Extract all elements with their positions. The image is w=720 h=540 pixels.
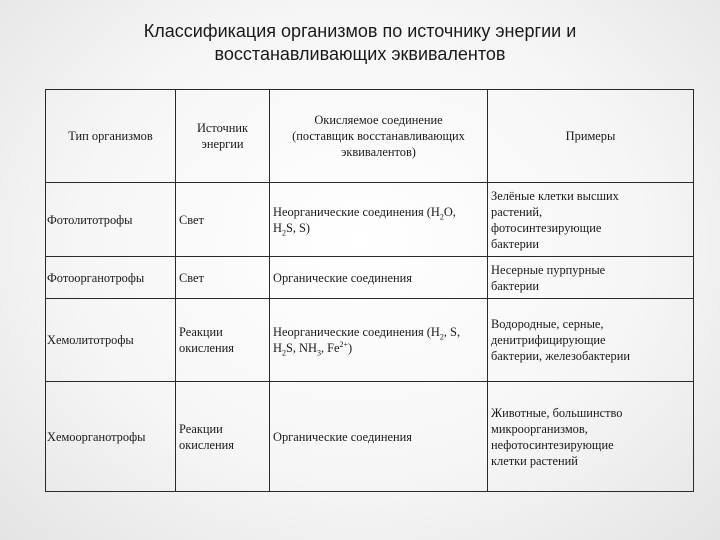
examples-line: Животные, большинство (491, 405, 623, 420)
title-line-1: Классификация организмов по источнику энергии и (143, 21, 577, 41)
energy-source-line: Реакции (179, 421, 223, 436)
table-row (46, 257, 694, 299)
examples-line: нефотосинтезирующие (491, 437, 614, 452)
header-source-line-2: энергии (201, 137, 244, 151)
header-oxidized-line-1: Окисляемое соединение (314, 113, 443, 127)
cell-energy-source (176, 257, 270, 299)
cell-oxidized-compound (270, 382, 488, 492)
examples-line: Несерные пурпурные (491, 262, 606, 277)
cell-organism-type (46, 382, 176, 492)
examples-line: Водородные, серные, (491, 317, 604, 331)
cell-organism-type (46, 257, 176, 299)
cell-examples (488, 299, 694, 382)
header-cell-type (46, 90, 176, 183)
examples-line: бактерии (491, 236, 540, 251)
cell-oxidized-compound (270, 299, 488, 382)
examples-line: фотосинтезирующие (491, 220, 602, 235)
cell-energy-source (176, 299, 270, 382)
cell-examples (488, 257, 694, 299)
header-examples-label: Примеры (565, 129, 616, 143)
examples-line: бактерии, железобактерии (491, 349, 631, 363)
examples-line: растений, (491, 204, 543, 219)
compound-line-1: Неорганические соединения ($H_2O$, (273, 204, 456, 221)
cell-oxidized-compound (270, 257, 488, 299)
organism-type-text: Фотоорганотрофы (47, 270, 145, 285)
header-oxidized-line-2: (поставщик восстанавливающих (292, 129, 465, 143)
table-row (46, 382, 694, 492)
energy-source-line: Реакции (179, 325, 223, 339)
classification-table (45, 89, 694, 492)
compound-text: Органические соединения (273, 270, 412, 285)
energy-source-line: Свет (179, 270, 204, 285)
cell-energy-source (176, 183, 270, 257)
compound-line-2: $H_2S$, S) (273, 220, 311, 237)
energy-source-line: окисления (179, 341, 234, 355)
cell-organism-type (46, 299, 176, 382)
compound-line-1: Неорганические соединения ($H_2$, S, (273, 325, 461, 342)
header-type-label: Тип организмов (68, 129, 153, 143)
energy-source-line: окисления (179, 437, 234, 452)
header-source-line-1: Источник (196, 121, 249, 135)
header-oxidized-line-3: эквивалентов) (341, 145, 416, 159)
energy-source-line: Свет (179, 212, 204, 227)
table-row (46, 183, 694, 257)
page-title (0, 20, 720, 66)
examples-line: денитрифицирующие (491, 333, 606, 347)
examples-line: Зелёные клетки высших (491, 188, 619, 203)
compound-text: Органические соединения (273, 429, 412, 444)
examples-line: бактерии (491, 278, 540, 293)
cell-energy-source (176, 382, 270, 492)
cell-organism-type (46, 183, 176, 257)
table-row (46, 299, 694, 382)
cell-examples (488, 382, 694, 492)
cell-examples (488, 183, 694, 257)
examples-line: клетки растений (491, 453, 578, 468)
compound-line-2: $H_2S$, $NH_3$, $Fe^{2+}$) (273, 339, 353, 358)
title-line-2: восстанавливающих эквивалентов (214, 44, 506, 64)
header-cell-oxidized-compound (270, 90, 488, 183)
header-cell-examples (488, 90, 694, 183)
cell-oxidized-compound (270, 183, 488, 257)
examples-line: микроорганизмов, (491, 421, 588, 436)
header-cell-source (176, 90, 270, 183)
organism-type-text: Фотолитотрофы (47, 212, 133, 227)
organism-type-text: Хемолитотрофы (47, 333, 134, 347)
organism-type-text: Хемоорганотрофы (47, 429, 146, 444)
table-header-row (46, 90, 694, 183)
